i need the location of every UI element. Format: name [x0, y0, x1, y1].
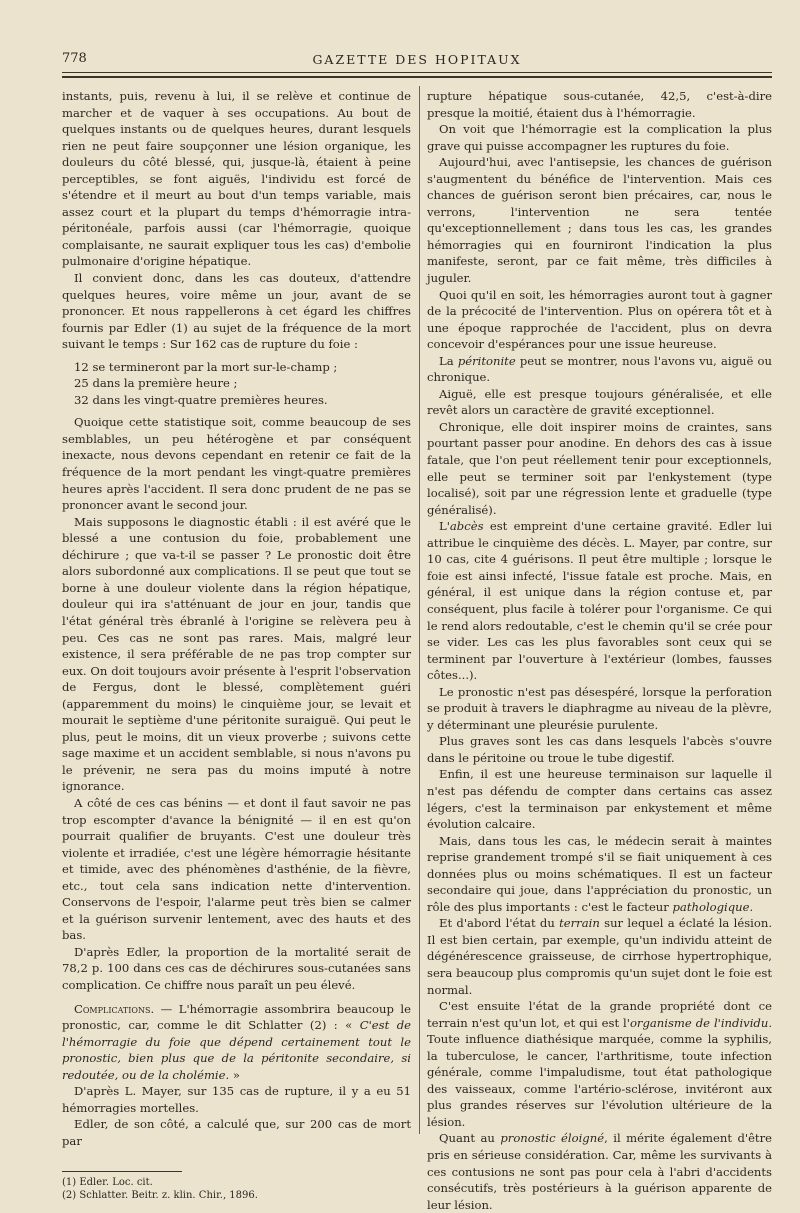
- statistics-list: [62, 359, 411, 409]
- footnote-rule: [62, 1171, 182, 1172]
- text-run: — L'hémorragie assombrira beaucoup le pronostic, car, comme le dit Schlatter (2) : «: [62, 1001, 411, 1033]
- left-column: [62, 88, 411, 1202]
- footnotes: [62, 1176, 411, 1202]
- journal-title: GAZETTE DES HOPITAUX: [312, 51, 522, 67]
- footnote: (2) Schlatter. Beitr. z. klin. Chir., 1896.: [62, 1190, 258, 1202]
- paragraph: Le pronostic n'est pas désespéré, lorsque la perforation se produit à travers le diaphragme au niveau de la plèvre, y déterminant une pleurésie purulente.: [427, 684, 772, 732]
- text-run: est empreint d'une certaine gravité. Edler lui attribue le cinquième des décès. L. Mayer, par contre, sur 10 cas, cite 4 guérisons. Il peut être multiple ; lorsque le foie est ainsi infecté, l'issue fatale est proche. Mais, en général, il est unique dans la région contuse et, par conséquent, plus facile à tolérer pour l'organisme. Ce qui le rend alors redoutable, c'est le chemin qu'il se crée pour se vider. Les cas les plus favorables sont ceux qui se terminent par l'ouverture à l'extérieur (lombes, fausses côtes...).: [427, 519, 772, 683]
- text-run: sur lequel a éclaté la lésion. Il est bien certain, par exemple, qu'un individu atteint de dégénérescence graisseuse, de cirrhose hypertrophique, sera beaucoup plus compromis qu'un sujet dont le foie est normal.: [427, 916, 773, 997]
- header-rule-thin: [62, 72, 772, 73]
- list-item: 32 dans les vingt-quatre premières heures.: [74, 392, 328, 407]
- paragraph-complications: [62, 1001, 411, 1084]
- paragraph: [427, 915, 772, 998]
- spacer: [62, 994, 411, 1001]
- paragraph: Chronique, elle doit inspirer moins de craintes, sans pourtant passer pour anodine. En dehors des cas à issue fatale, que l'on peut réellement tenir pour exceptionnels, elle peut se terminer soit par l'enkystement (type localisé), soit par une régression lente et graduelle (type généralisé).: [427, 419, 772, 517]
- right-column: [427, 88, 772, 1213]
- list-item: 12 se termineront par la mort sur-le-champ ;: [74, 359, 338, 374]
- paragraph: Enfin, il est une heureuse terminaison sur laquelle il n'est pas défendu de compter dans certains cas assez légers, c'est la terminaison par enkystement et même évolution calcaire.: [427, 767, 772, 832]
- text-run: , il mérite également d'être pris en sérieuse considération. Car, même les survivants à ces contusions ne sont pas pour cela à l'abri d'accidents consécutifs, très postérieurs à la guérison apparente de leur lésion.: [427, 1131, 772, 1212]
- paragraph: Quoique cette statistique soit, comme beaucoup de ses semblables, un peu hétérogène et par conséquent inexacte, nous devons cependant en retenir ce fait de la fréquence de la mort pendant les vingt-quatre premières heures après l'accident. Il sera donc prudent de ne pas se prononcer avant le second jour.: [62, 415, 411, 513]
- paragraph: Quoi qu'il en soit, les hémorragies auront tout à gagner de la précocité de l'intervention. Plus on opérera tôt et à une époque rapprochée de l'accident, plus on devra concevoir d'espérances pour une issue heureuse.: [427, 287, 772, 352]
- paragraph: Aiguë, elle est presque toujours généralisée, et elle revêt alors un caractère de gravité exceptionnel.: [427, 386, 772, 418]
- paragraph: Edler, de son côté, a calculé que, sur 200 cas de mort par: [62, 1117, 411, 1148]
- page-header: [62, 48, 772, 70]
- italic-term: péritonite: [457, 353, 516, 368]
- paragraph: A côté de ces cas bénins — et dont il faut savoir ne pas trop escompter d'avance la bénignité — il en est qu'on pourrait qualifier de bruyants. C'est une douleur très violente et irradiée, c'est une légère hémorragie hésitante et timide, avec des phénomènes d'asthénie, de la fièvre, etc., tout cela sans indication nette d'intervention. Conservons de l'espoir, l'alarme peut très bien se calmer et la guérison survenir lentement, avec des hauts et des bas.: [62, 795, 411, 943]
- italic-term: pathologique.: [672, 899, 754, 914]
- text-run: peut se montrer, nous l'avons vu, aiguë ou chronique.: [427, 353, 773, 385]
- italic-term: pronostic éloigné: [500, 1131, 605, 1146]
- text-run: L': [439, 519, 450, 534]
- paragraph: D'après L. Mayer, sur 135 cas de rupture, il y a eu 51 hémorragies mortelles.: [62, 1084, 411, 1115]
- page-number: 778: [62, 51, 87, 66]
- text-run: . Toute influence diathésique marquée, comme la syphilis, la tuberculose, le cancer, l'arthritisme, toute infection générale, comme l'impaludisme, tout état pathologique des vaisseaux, comme l'artério-sclérose, invitéront aux plus grandes réserves sur l'évolution ultérieure de la lésion.: [427, 1015, 772, 1129]
- paragraph: Aujourd'hui, avec l'antisepsie, les chances de guérison s'augmentent du bénéfice de l'intervention. Mais ces chances de guérison seront bien précaires, car, nous le verrons, l'intervention ne sera tentée qu'exceptionnellement ; dans tous les cas, les grandes hémorragies qui en fourniront l'indication la plus manifeste, seront, par ce fait même, très difficiles à juguler.: [427, 155, 772, 286]
- text-run: C'est ensuite l'état de la grande propriété dont ce terrain n'est qu'un lot, et qui est l': [427, 999, 772, 1030]
- paragraph: Mais supposons le diagnostic établi : il est avéré que le blessé a une contusion du foie, probablement une déchirure ; que va-t-il se passer ? Le pronostic doit être alors subordonné aux complications. Il se peut que tout se borne à une douleur violente dans la région hépatique, douleur qui ira s'atténuant de jour en jour, tandis que l'état général très ébranlé à l'origine se relèvera peu à peu. Ces cas ne sont pas rares. Mais, malgré leur existence, il sera préférable de ne pas trop compter sur eux. On doit toujours avoir présente à l'esprit l'observation de Fergus, dont le blessé, complètement guéri (apparemment du moins) le cinquième jour, se levait et mourait le septième d'une péritonite suraiguë. Qui peut le plus, peut le moins, dit un vieux proverbe ; suivons cette sage maxime et un accident semblable, si nous n'avons pu le prévenir, ne sera pas du moins imputé à notre ignorance.: [62, 514, 411, 794]
- paragraph: [427, 833, 772, 916]
- italic-term: abcès: [449, 519, 484, 534]
- paragraph: [427, 998, 772, 1130]
- italic-term: organisme de l'individu: [629, 1015, 769, 1030]
- italic-term: terrain: [559, 916, 600, 931]
- paragraph: instants, puis, revenu à lui, il se relève et continue de marcher et de vaquer à ses occupations. Au bout de quelques instants ou de quelques heures, durant lesquels rien ne peut faire soupçonner une lésion organique, les douleurs du côté blessé, qui, jusque-là, étaient à peine perceptibles, se font aiguës, l'individu est forcé de s'étendre et il meurt au bout d'un temps variable, mais assez court et la plupart du temps d'hémorragie intra-péritonéale, parfois aussi (car l'hémorragie, quoique complaisante, ne saurait expliquer tous les cas) d'embolie pulmonaire d'origine hépatique.: [62, 89, 411, 269]
- text-run: Mais, dans tous les cas, le médecin serait à maintes reprise grandement trompé s'il se fiait uniquement à ces données plus ou moins schématiques. Il est un facteur secondaire qui joue, dans l'appréciation du pronostic, un rôle des plus importants : c'est le facteur: [427, 833, 772, 914]
- column-divider: [419, 86, 420, 1134]
- paragraph: rupture hépatique sous-cutanée, 42,5, c'est-à-dire presque la moitié, étaient dus à l'hémorragie.: [427, 89, 772, 120]
- paragraph: [427, 1130, 772, 1213]
- paragraph: Il convient donc, dans les cas douteux, d'attendre quelques heures, voire même un jour, avant de se prononcer. Et nous rappellerons à cet égard les chiffres fournis par Edler (1) au sujet de la fréquence de la mort suivant le temps : Sur 162 cas de rupture du foie :: [62, 271, 411, 352]
- quote-text: C'est de l'hémorragie du foie que dépend certainement tout le pronostic, bien plus que de la péritonite secondaire, si redoutée, ou de la cholémie.: [62, 1018, 411, 1082]
- paragraph: [427, 518, 772, 683]
- header-rule-thick: [62, 76, 772, 78]
- paragraph: On voit que l'hémorragie est la complication la plus grave qui puisse accompagner les ruptures du foie.: [427, 122, 772, 153]
- text-run: Quant au: [439, 1131, 501, 1146]
- footnote: (1) Edler. Loc. cit.: [62, 1177, 153, 1189]
- paragraph: D'après Edler, la proportion de la mortalité serait de 78,2 p. 100 dans ces cas de déchirures sous-cutanées sans complication. Ce chiffre nous paraît un peu élevé.: [62, 944, 411, 992]
- section-heading: Complications.: [74, 1001, 155, 1016]
- text-run: La: [439, 353, 458, 368]
- list-item: 25 dans la première heure ;: [74, 376, 238, 391]
- text-run: »: [229, 1067, 240, 1082]
- text-run: Et d'abord l'état du: [439, 916, 560, 931]
- paragraph: [427, 353, 772, 386]
- paragraph: Plus graves sont les cas dans lesquels l'abcès s'ouvre dans le péritoine ou troue le tube digestif.: [427, 734, 772, 765]
